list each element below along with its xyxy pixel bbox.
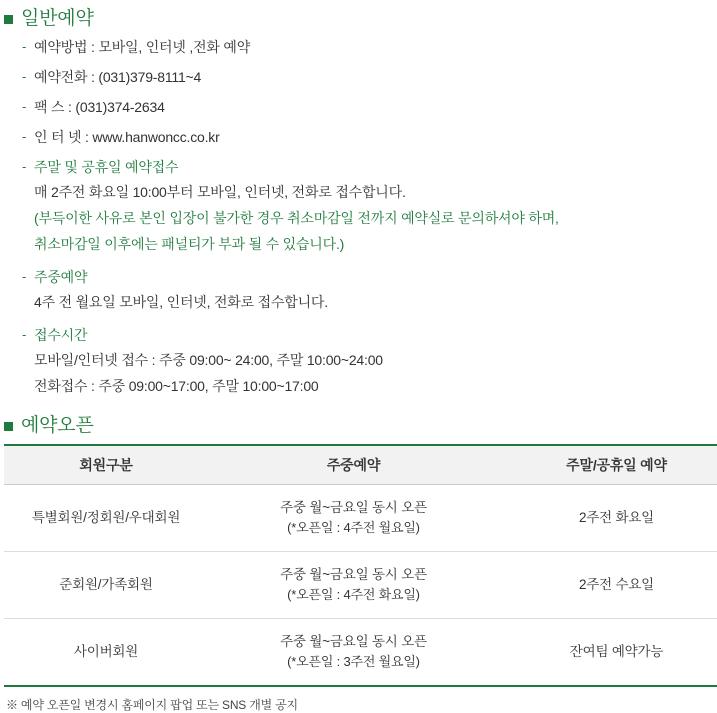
group-line: 취소마감일 이후에는 패널티가 부과 될 수 있습니다.) bbox=[34, 235, 345, 252]
group-reception-hours bbox=[22, 325, 717, 397]
group-heading-row bbox=[22, 157, 717, 177]
group-line: 전화접수 : 주중 09:00~17:00, 주말 10:00~17:00 bbox=[34, 377, 319, 394]
table-cell-member: 특별회원/정회원/우대회원 bbox=[4, 484, 208, 551]
list-item-label: 팩 스 : (031)374-2634 bbox=[34, 98, 165, 115]
group-line: 모바일/인터넷 접수 : 주중 09:00~ 24:00, 주말 10:00~24:00 bbox=[34, 351, 383, 368]
weekday-sub-text: (*오픈일 : 4주전 화요일) bbox=[287, 586, 420, 602]
group-heading-label: 주중예약 bbox=[34, 268, 88, 285]
dash-bullet-icon: - bbox=[22, 326, 27, 342]
section-title: 일반예약 bbox=[21, 8, 94, 29]
table-footnote: ※ 예약 오픈일 변경시 홈페이지 팝업 또는 SNS 개별 공지 bbox=[6, 697, 298, 712]
table-cell-weekday bbox=[208, 551, 499, 618]
group-heading-label: 주말 및 공휴일 예약접수 bbox=[34, 158, 179, 175]
section-title: 예약오픈 bbox=[21, 414, 94, 436]
table-body bbox=[4, 484, 717, 686]
group-weekend-reception bbox=[22, 157, 717, 255]
table-cell-weekend: 2주전 화요일 bbox=[499, 484, 717, 551]
table-cell-weekend: 2주전 수요일 bbox=[499, 551, 717, 618]
group-heading-row bbox=[22, 267, 717, 287]
table-cell-member: 사이버회원 bbox=[4, 618, 208, 686]
group-weekday-reservation bbox=[22, 267, 717, 313]
reservation-open-table bbox=[4, 444, 717, 687]
dash-bullet-icon: - bbox=[22, 158, 27, 174]
list-item-label: 예약방법 : 모바일, 인터넷 ,전화 예약 bbox=[34, 38, 251, 55]
table-row bbox=[4, 484, 717, 551]
weekday-main-text: 주중 월~금요일 동시 오픈 bbox=[280, 566, 427, 582]
table-header bbox=[4, 445, 717, 485]
dash-bullet-icon: - bbox=[22, 68, 27, 84]
table-cell-member: 준회원/가족회원 bbox=[4, 551, 208, 618]
table-cell-weekday bbox=[208, 618, 499, 686]
list-item bbox=[22, 37, 717, 57]
group-heading-row bbox=[22, 325, 717, 345]
reservation-open-table-wrap bbox=[4, 444, 711, 713]
dash-bullet-icon: - bbox=[22, 98, 27, 114]
table-header-cell: 회원구분 bbox=[4, 445, 208, 485]
table-row bbox=[4, 618, 717, 686]
weekday-sub-text: (*오픈일 : 3주전 월요일) bbox=[287, 653, 420, 669]
weekday-main-text: 주중 월~금요일 동시 오픈 bbox=[280, 499, 427, 515]
table-cell-weekend: 잔여팀 예약가능 bbox=[499, 618, 717, 686]
list-item bbox=[22, 127, 717, 147]
dash-bullet-icon: - bbox=[22, 268, 27, 284]
square-bullet-icon bbox=[4, 422, 13, 431]
list-item-label: 인 터 넷 : www.hanwoncc.co.kr bbox=[34, 128, 220, 145]
section-heading-open bbox=[4, 415, 717, 438]
group-line: (부득이한 사유로 본인 입장이 불가한 경우 취소마감일 전까지 예약실로 문의하셔야 하며, bbox=[34, 209, 559, 226]
section-heading-general bbox=[4, 8, 717, 31]
table-cell-weekday bbox=[208, 484, 499, 551]
group-line: 매 2주전 화요일 10:00부터 모바일, 인터넷, 전화로 접수합니다. bbox=[34, 183, 406, 200]
list-item bbox=[22, 67, 717, 87]
table-row bbox=[4, 551, 717, 618]
group-heading-label: 접수시간 bbox=[34, 326, 88, 343]
square-bullet-icon bbox=[4, 15, 13, 24]
list-item bbox=[22, 97, 717, 117]
group-line: 4주 전 월요일 모바일, 인터넷, 전화로 접수합니다. bbox=[34, 293, 328, 310]
weekday-sub-text: (*오픈일 : 4주전 월요일) bbox=[287, 519, 420, 535]
dash-bullet-icon: - bbox=[22, 128, 27, 144]
table-header-row bbox=[4, 445, 717, 485]
dash-bullet-icon: - bbox=[22, 38, 27, 54]
general-reservation-list bbox=[22, 37, 717, 397]
table-header-cell: 주말/공휴일 예약 bbox=[499, 445, 717, 485]
table-header-cell: 주중예약 bbox=[208, 445, 499, 485]
weekday-main-text: 주중 월~금요일 동시 오픈 bbox=[280, 633, 427, 649]
list-item-label: 예약전화 : (031)379-8111~4 bbox=[34, 68, 202, 85]
page-root bbox=[0, 8, 717, 712]
